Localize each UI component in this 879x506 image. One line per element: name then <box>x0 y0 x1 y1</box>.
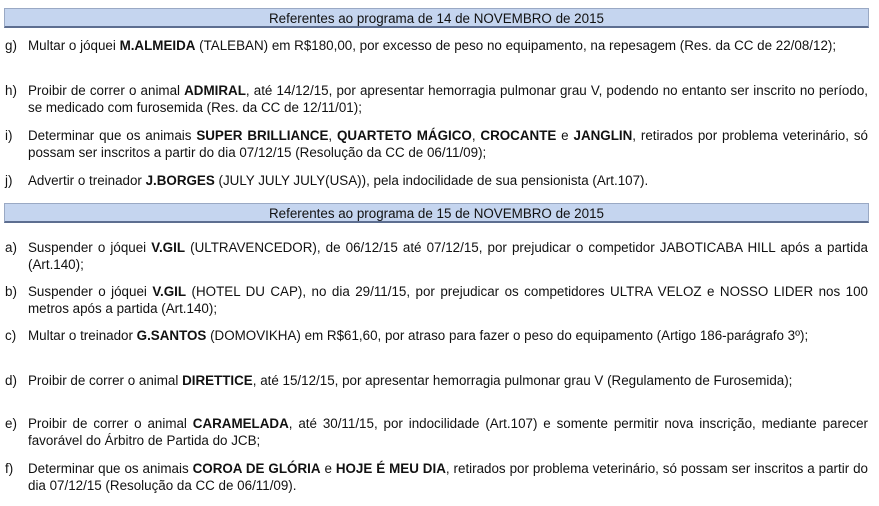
item-label: h) <box>5 83 17 98</box>
list-item <box>5 284 868 318</box>
item-label: e) <box>5 416 17 431</box>
text-segment: , até 15/12/15, por apresentar hemorragia pulmonar grau V (Regulamento de Furosemida); <box>252 373 793 388</box>
text-segment: (TALEBAN) em R$180,00, por excesso de peso no equipamento, na repesagem (Res. da CC de 22/08/12); <box>195 38 837 53</box>
item-text <box>28 240 868 274</box>
text-segment: e <box>556 128 574 143</box>
text-segment: (ULTRAVENCEDOR), de 06/12/15 até 07/12/15, por prejudicar o competidor JABOTICABA HILL após a partida (Art.140); <box>28 240 868 272</box>
item-text <box>28 83 868 117</box>
list-item <box>5 128 868 162</box>
list-item <box>5 416 868 450</box>
item-label: b) <box>5 284 17 299</box>
list-item <box>5 328 868 345</box>
highlighted-name: SUPER BRILLIANCE <box>196 128 329 143</box>
text-segment: e <box>320 461 336 476</box>
text-segment: Suspender o jóquei <box>28 240 152 255</box>
text-segment: , até 14/12/15, por apresentar hemorragia pulmonar grau V, podendo no entanto ser inscrito no período, se medicado com furosemida (Res. da CC de 12/11/01); <box>28 83 868 115</box>
item-text <box>28 328 868 345</box>
item-label: j) <box>5 173 13 188</box>
item-text <box>28 173 868 190</box>
list-item <box>5 38 868 55</box>
text-segment: Suspender o jóquei <box>28 284 153 299</box>
section-header: Referentes ao programa de 14 de NOVEMBRO de 2015 <box>4 8 869 28</box>
highlighted-name: CROCANTE <box>480 128 557 143</box>
text-segment: Multar o treinador <box>28 328 137 343</box>
text-segment: Proibir de correr o animal <box>28 416 193 431</box>
text-segment: Determinar que os animais <box>28 128 197 143</box>
text-segment: , <box>471 128 481 143</box>
item-label: g) <box>5 38 17 53</box>
text-segment: , retirados por problema veterinário, só possam ser inscritos a partir do dia 07/12/15 (Resolução da CC de 06/11/09). <box>28 461 869 493</box>
list-item <box>5 173 868 190</box>
highlighted-name: DIRETTICE <box>182 373 253 388</box>
item-label: f) <box>5 461 14 476</box>
highlighted-name: ADMIRAL <box>184 83 246 98</box>
list-item <box>5 373 868 390</box>
item-text <box>28 38 868 55</box>
item-text <box>28 373 868 390</box>
highlighted-name: JANGLIN <box>573 128 633 143</box>
text-segment: Determinar que os animais <box>28 461 193 476</box>
text-segment: (JULY JULY JULY(USA)), pela indocilidade de sua pensionista (Art.107). <box>214 173 649 188</box>
text-segment: , <box>328 128 338 143</box>
section-header: Referentes ao programa de 15 de NOVEMBRO de 2015 <box>4 203 869 223</box>
text-segment: (HOTEL DU CAP), no dia 29/11/15, por prejudicar os competidores ULTRA VELOZ e NOSSO LIDER nos 100 metros após a partida (Art.140); <box>28 284 869 316</box>
highlighted-name: J.BORGES <box>145 173 215 188</box>
item-text <box>28 128 868 162</box>
list-item <box>5 461 868 495</box>
item-label: c) <box>5 328 17 343</box>
item-text <box>28 461 868 495</box>
highlighted-name: G.SANTOS <box>136 328 207 343</box>
item-label: d) <box>5 373 17 388</box>
text-segment: Proibir de correr o animal <box>28 373 183 388</box>
item-text <box>28 284 868 318</box>
highlighted-name: CARAMELADA <box>192 416 289 431</box>
text-segment: , retirados por problema veterinário, só possam ser inscritos a partir do dia 07/12/15 (Resolução da CC de 06/11/09); <box>28 128 868 160</box>
text-segment: , até 30/11/15, por indocilidade (Art.107) e somente permitir nova inscrição, mediante parecer favorável do Árbitro de Partida do JCB; <box>28 416 868 448</box>
highlighted-name: COROA DE GLÓRIA <box>192 461 321 476</box>
text-segment: Multar o jóquei <box>28 38 120 53</box>
text-segment: (DOMOVIKHA) em R$61,60, por atraso para fazer o peso do equipamento (Artigo 186-parágrafo 3º); <box>206 328 809 343</box>
item-label: i) <box>5 128 13 143</box>
item-text <box>28 416 868 450</box>
highlighted-name: M.ALMEIDA <box>119 38 196 53</box>
list-item <box>5 240 868 274</box>
highlighted-name: V.GIL <box>151 240 186 255</box>
highlighted-name: V.GIL <box>152 284 187 299</box>
text-segment: Proibir de correr o animal <box>28 83 185 98</box>
list-item <box>5 83 868 117</box>
highlighted-name: HOJE É MEU DIA <box>335 461 446 476</box>
text-segment: Advertir o treinador <box>28 173 146 188</box>
highlighted-name: QUARTETO MÁGICO <box>337 128 472 143</box>
item-label: a) <box>5 240 17 255</box>
